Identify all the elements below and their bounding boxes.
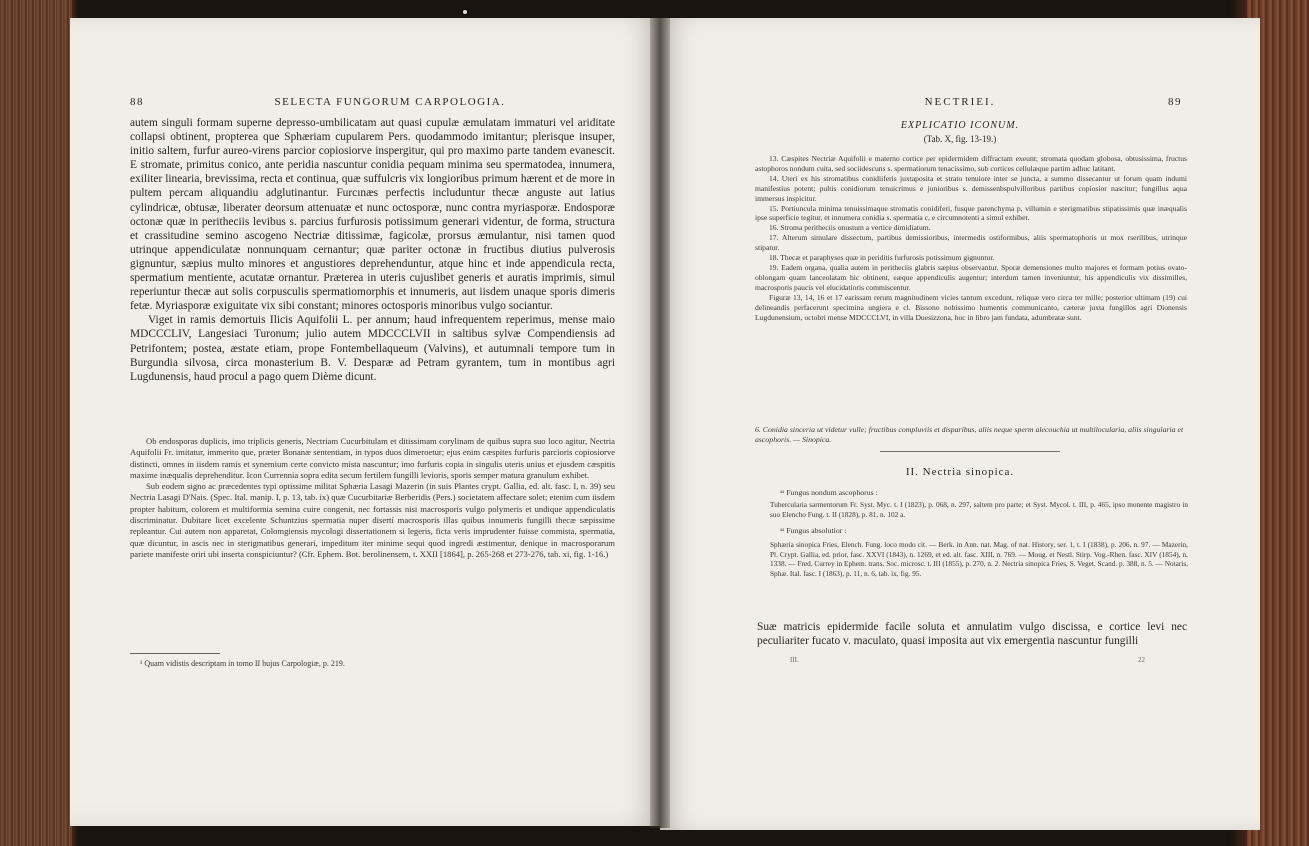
figure-item: Figuræ 13, 14, 16 et 17 earissam rerum magnitudinem vicies tantum excedunt, reliquæ vero circa ter mille; posterior ultimam (19) cui delineandis perfacerunt specimina ungiera e cl. Bissono nobissimo humentis communicanto, cæteræ juxta fungillos agri Dionensis Lugdunensium, octobri mense MDCCCLVI, in villa Duesizzona, hoc in libro jam fundata, adumbratæ sunt. [755,292,1187,322]
synonym-block: Sphæria sinopica Fries, Elench. Fung. loco modo cit. — Berk. in Ann. nat. Mag. of nat. History, ser. 1, t. I (1838), p. 206, n. 97. — Mazerin, Pl. Crypt. Gallia, ed. prior, fasc. XXVI (1843), n. 1269, et ed. alt. fasc. XIII, n. 769. — Moug. et Nestl. Stirp. Vog.-Rhen. fasc. XIV (1854), n. 1338. — Fred. Currey in Ephem. trans. Soc. microsc. t. III (1855), p. 270, n. 2. Nectria sinopica Fries, S. Veget. Scand. p. 388, n. 5. — Notaris, Sphæ. Ital. fasc. I (1863), p. 11, n. 6, tab. ix, fig. 95. [770,540,1188,579]
figure-item: 13. Cæspites Nectriæ Aquifolii e materno cortice per epidermidem diffractam exeunt; stromata quodam globosa, obtusissima, fructus astophoros nondum cuita, sed sociidescuns s. spermatiorum tenacissimo, sub cortices cellulæque partim adhuc latitant. [755,154,1187,173]
footnote-rule [130,653,220,654]
figure-explanations [755,154,1187,322]
synonym-block: Tubercularia sarmentorum Fr. Syst. Myc. t. I (1823), p. 068, n. 297, saltem pro parte; et Syst. Mycol. t. III, p. 465, ipso monente magistro in suo Elencho Fung. t. II (1828), p. 81, n. 102 a. [770,500,1188,519]
figure-note: 6. Conidia sinceria ut videtur vulle; fructibus compluviis et disparibus, aliis neque sperm alecouchia ut multilocularia, aliis singularia et ascophoris. — Sinopica. [755,425,1184,444]
figure-item: 19. Eadem organa, qualia autem in peritheciis glabris sæpius observantur. Sporæ demensiones multo majores et formam potius ovato-oblongam quam lanceolatam hic obtinent, eæque appendiculis augentur; interdum tamen inveniuntur, his appendiculis vix dissimilles, macrosporis paucis vel elucidatioris commiscentur. [755,262,1187,292]
table-reference: (Tab. X, fig. 13-19.) [923,134,997,144]
paragraph: Viget in ramis demortuis Ilicis Aquifolii L. per annum; haud infrequentem reperimus, mense maio MDCCCLIV, Langesiaci Turonum; julio autem MDCCCLVII in saltibus sylvæ Compendiensis ad Petrifontem; postea, æstate etiam, prope Fontembellaqueum (Valvins), et autumnali tempore tum in Burgundia silvosa, circa monasterium B. V. Desparæ ad Petram gyrantem, tum in montibus agri Lugdunensis, haud procul a pago quem Dième dicunt. [130,314,615,383]
synonym-heading: ᵃᵃ Fungus nondum ascophorus : [780,488,878,497]
left-running-head: SELECTA FUNGORUM CARPOLOGIA. [274,96,506,108]
figure-item: 18. Thecæ et paraphyses quæ in periditis furfurosis potissimum gignuntur. [769,253,995,263]
right-page-number: 89 [1168,96,1182,108]
right-main-text: Suæ matricis epidermide facile soluta et annulatim vulgo discissa, e cortice levi nec peculiariter fucato v. maculato, quasi imposita aut vix emergentia nascuntur fungilli [757,621,1187,648]
small-paragraph: Ob endosporas duplicis, imo triplicis generis, Nectriam Cucurbitulam et ditissimam corylinam de quibus supra suo loco agitur, Nectria Aquifolii Fr. imitatur, immerito que, præter Bonanæ sententiam, in typos duos dimeroetur; ejus enim cæspites furfuris parcioris copiosiorve distincti, omnes in iisdem ramis et synemium certe convicto mista nascuntur; imo furfuris copia in singulis uteris unius et ejusdem cæspitis maxime inæqualis deprehenditur. Icon Currennia sopra edita secum fertilem fungilli levioris, sporis semper matura granulum exhibet. [130,436,615,480]
species-heading: II. Nectria sinopica. [905,466,1015,478]
figure-item: 16. Stroma peritheciis onustum a vertice dimidiatum. [769,223,931,233]
section-divider [880,451,1060,452]
right-running-head: NECTRIEI. [924,96,996,108]
paragraph: autem singuli formam superne depresso-umbilicatam aut quasi cupulæ æmulatam immaturi vel ariditate collapsi obtinent, propterea que Sphæriam cupularem Pers. quodammodo imitantur; plerisque insuper, initio saltem, furfur aureo-virens parcior copiosiorve inspergitur, qui pro maximo parte tandem evanescit. E stromate, primitus conico, ante peridia nascuntur conidia pequam minima seu spermatodea, innumera, exiliter linearia, brevissima, recta et continua, quæ suffulcris vix longioribus primum hærent et de more in pultem percam aliquandiu adglutinantur. Furcınæs perfectis includuntur thecæ anguste aut latius cylindricæ, obtusæ, liberater deorsum attenuatæ et nunc octosporæ, nunc contra myriasporæ. Endosporæ octonæ quæ in peritheciis levibus s. parcius furfurosis potissimum generari videntur, de forma, structura et crassitudine semino ascogeno Nectriæ ditissimæ, fagicolæ, prorsus æmulantur, nisi tamen quod utrinque appendiculatæ nonnunquam cernantur; quæ pariter octonæ in fructibus diutius pulverosis gignuntur, sæpius multo minores et angustiores deprehenduntur, atque hinc et inde appendicula recta, spermatium mentiente, acutatæ ornantur. Præterea in uteris cujuslibet generis et auratis imprimis, simul reperiuntur thecæ aut solis corpusculis spermatiomorphis et innumeris, aut iisdem unaque sporis dimeris fetæ. Myriasporæ exiguitate vix sibi constant; minores octosporis minoribus vulgo sociantur. [130,117,615,313]
signature-mark: III. [790,656,799,664]
speck [463,10,467,14]
synonym-heading: ᵃᵃ Fungus absolutior : [780,526,847,535]
figure-item: 14. Uteri ex his stromatibus conidiiferis juxtaposita et strato tenuiore inter se juncta, a summo dissecantur ut forum quam indumi manifestius potent; pultis conidiorum tenuicrimus e junioribus s. demissenbspulvilloribus partibus copiosior nascitur; fungillus aqua immersus inspicitur. [755,173,1187,203]
footnote: ¹ Quam vidistis descriptam in tomo II hujus Carpologiæ, p. 219. [140,659,345,668]
left-main-text [130,116,615,384]
explicatio-title: EXPLICATIO ICONUM. [900,120,1020,131]
figure-item: 15. Portiuncula minima tenuissimaque stromatis conidiferi, fusque parenchyma p, villumin e sterigmatibus stipatissimis quæ inæqualis ipse superficie tegitur, et innumera conidia s. spermatia c, e circumnotenti a simul exhibet. [755,203,1187,223]
left-small-text [130,436,615,560]
figure-item: 17. Alterum simulare dissectum, partibus demissioribus, intermedis ostiformibus, aliis spermatophoris ut mox rserilibus, utrinque stipatur. [755,233,1187,253]
left-page-number: 88 [130,96,144,108]
small-paragraph: Sub eodem signo ac præcedentes typi optissime militat Sphæria Lasagi Mazerin (in suis Plantes crypt. Gallia, ed. alt. fasc. I, n. 39) seu Nectria Lasagi D'Nais. (Spec. Ital. manip. I, p. 13, tab. ix) quæ Cucurbitariæ Berberidis (Pers.) societatem affectare solet; etenim cum iisdem propter habitum, colorem et multiformia semina cuire congenit, nec fortassis nisi macrosporis vulgo polymeris et undique appendiculatis discriminatur. Dubitare licet excelente Schuntzius spermatia nuper disertí macrosporis illas quibus innumeris fungilli thecæ sæpissime repleantur. Cui autem non apparetat, Colomgiensis mycologi dissertationem si legeris, ficta veris imprudenter fuisse commista, spermatia, quæ dicuntur, in ascis nec in sterigmatibus generari, impeditum iter minime sequi quod ingredi æstimentur, denique in macrosporarum pariete manifeste oriri ubi inserta conspiciuntur? (Cfr. Ephem. Bot. berolinensem, t. XXII [1864], p. 265-268 et 273-276, tab. xi, fig. 1-16.) [130,481,615,559]
book-edge-left [0,0,72,846]
signature-mark: 22 [1138,656,1145,664]
